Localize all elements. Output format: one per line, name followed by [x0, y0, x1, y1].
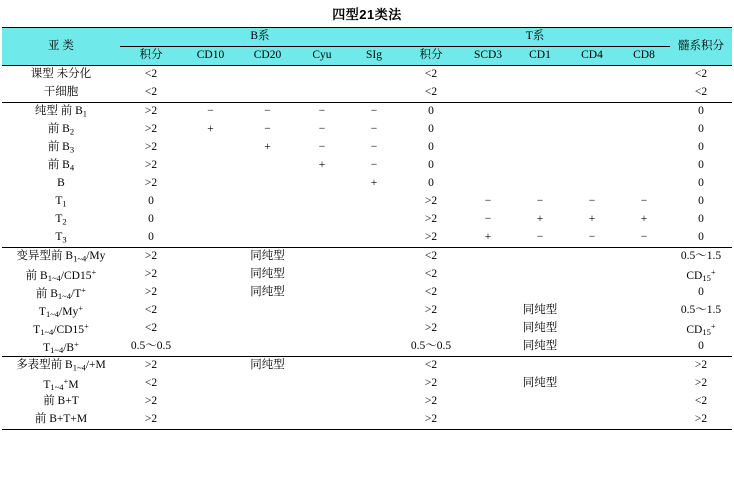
- table-row: [2, 357, 732, 376]
- cell-m_score: $CD_{15}^+$: [686, 266, 716, 283]
- table-row: [2, 139, 732, 157]
- cell-m_score: <2: [694, 86, 708, 99]
- cell-scd3: [462, 157, 514, 175]
- table-row: [2, 375, 732, 393]
- cell-sig: [348, 84, 400, 103]
- cell-m_score: 0: [698, 105, 704, 118]
- cell-cyu: [296, 302, 348, 320]
- cell-b_score: >2: [144, 141, 158, 154]
- cell-m_score: >2: [694, 377, 708, 390]
- cell-t_score: >2: [424, 395, 438, 408]
- cell-cd10: [182, 338, 239, 357]
- cell-b_score: >2: [144, 286, 158, 299]
- cell-m_score: 0: [698, 340, 704, 353]
- cell-cd8: [618, 139, 670, 157]
- cell-cd8: [618, 157, 670, 175]
- cell-cd20: [239, 320, 296, 338]
- cell-scd3: [462, 302, 514, 320]
- cell-cd4: [566, 338, 618, 357]
- cell-cd10: [182, 139, 239, 157]
- table-row: [2, 66, 732, 85]
- cell-cd8: [618, 357, 670, 376]
- cell-b_score: >2: [144, 359, 158, 372]
- cell-t_score: <2: [424, 68, 438, 81]
- table-row: [2, 338, 732, 357]
- cell-b_score: 0.5～0.5: [130, 340, 172, 353]
- table-row: [2, 302, 732, 320]
- cell-t_score: >2: [424, 195, 438, 208]
- cell-cd10: [182, 357, 239, 376]
- row-label: 课型 未分化: [30, 68, 92, 81]
- cell-scd3: [462, 411, 514, 430]
- cell-b_score: 0: [148, 231, 154, 244]
- table-row: [2, 193, 732, 211]
- cell-cyu: −: [318, 123, 326, 136]
- cell-scd3: [462, 175, 514, 193]
- table-row: [2, 211, 732, 229]
- cell-cd8: [618, 103, 670, 122]
- cell-cd8: [618, 266, 670, 284]
- cell-cd20: 同纯型: [250, 250, 285, 263]
- cell-cd1: [514, 103, 566, 122]
- cell-cd20: [239, 229, 296, 248]
- cell-cyu: [296, 248, 348, 267]
- row-label: $T_2$: [55, 213, 67, 227]
- cell-cyu: [296, 84, 348, 103]
- cell-sig: [348, 266, 400, 284]
- cell-b_score: >2: [144, 177, 158, 190]
- header-col-b-score: 积分: [120, 47, 182, 66]
- cell-cd4: [566, 66, 618, 85]
- cell-cd8: [618, 121, 670, 139]
- cell-cd4: [566, 411, 618, 430]
- header-col-sig: SIg: [348, 47, 400, 66]
- cell-m_score: 0: [698, 141, 704, 154]
- cell-cyu: [296, 229, 348, 248]
- cell-sig: −: [370, 141, 378, 154]
- row-label: B: [57, 177, 65, 190]
- table-row: [2, 411, 732, 430]
- cell-cyu: [296, 211, 348, 229]
- table-row: [2, 284, 732, 302]
- cell-cd20: [239, 211, 296, 229]
- cell-scd3: [462, 121, 514, 139]
- row-label: 前 $B_3$: [47, 141, 75, 155]
- cell-cd10: [182, 157, 239, 175]
- cell-cd20: 同纯型: [250, 286, 285, 299]
- page-title: 四型21类法: [332, 7, 402, 22]
- cell-cd20: [239, 375, 296, 393]
- cell-cd20: [239, 393, 296, 411]
- row-label: 前 B+T: [43, 395, 79, 408]
- cell-cyu: −: [318, 141, 326, 154]
- cell-b_score: 0: [148, 195, 154, 208]
- cell-cd8: [618, 248, 670, 267]
- cell-cd4: [566, 175, 618, 193]
- cell-sig: [348, 248, 400, 267]
- cell-cd1: −: [536, 231, 544, 244]
- cell-m_score: >2: [694, 413, 708, 426]
- header-row-groups: [2, 28, 732, 47]
- cell-scd3: [462, 139, 514, 157]
- cell-cd4: −: [588, 195, 596, 208]
- cell-t_score: 0: [428, 105, 434, 118]
- cell-cd1: 同纯型: [522, 377, 558, 390]
- cell-cyu: [296, 320, 348, 338]
- cell-sig: [348, 66, 400, 85]
- cell-cd20: [239, 302, 296, 320]
- cell-b_score: >2: [144, 395, 158, 408]
- cell-b_score: <2: [144, 68, 158, 81]
- cell-b_score: <2: [144, 304, 158, 317]
- cell-cd1: [514, 284, 566, 302]
- cell-cd4: [566, 284, 618, 302]
- cell-t_score: <2: [424, 268, 438, 281]
- cell-scd3: −: [484, 195, 492, 208]
- cell-cd8: [618, 84, 670, 103]
- cell-b_score: >2: [144, 268, 158, 281]
- cell-scd3: [462, 357, 514, 376]
- cell-t_score: >2: [424, 304, 438, 317]
- cell-cd4: [566, 139, 618, 157]
- cell-cd4: [566, 103, 618, 122]
- cell-cd1: [514, 393, 566, 411]
- cell-t_score: 0: [428, 177, 434, 190]
- cell-cyu: [296, 193, 348, 211]
- cell-cd20: [239, 193, 296, 211]
- cell-cyu: [296, 175, 348, 193]
- cell-cd8: [618, 175, 670, 193]
- cell-cd1: [514, 411, 566, 430]
- cell-cd1: 同纯型: [522, 304, 558, 317]
- cell-cd1: 同纯型: [522, 340, 558, 353]
- cell-cyu: −: [318, 105, 326, 118]
- cell-sig: [348, 302, 400, 320]
- cell-sig: −: [370, 159, 378, 172]
- cell-cd10: [182, 248, 239, 267]
- header-col-cyu: Cyu: [296, 47, 348, 66]
- header-col-cd4: CD4: [566, 47, 618, 66]
- cell-cd10: [182, 320, 239, 338]
- cell-cd8: +: [640, 213, 648, 226]
- cell-cd1: [514, 157, 566, 175]
- row-label: 前 B+T+M: [34, 413, 88, 426]
- cell-t_score: <2: [424, 250, 438, 263]
- cell-scd3: [462, 248, 514, 267]
- row-label: $T_3$: [55, 231, 67, 245]
- header-t-system: T系: [400, 28, 670, 47]
- cell-t_score: >2: [424, 377, 438, 390]
- cell-cd20: +: [264, 141, 271, 154]
- cell-cd10: +: [207, 123, 214, 136]
- cell-cd4: +: [588, 213, 596, 226]
- cell-cd1: 同纯型: [522, 322, 558, 335]
- cell-b_score: <2: [144, 322, 158, 335]
- cell-cyu: [296, 375, 348, 393]
- table-row: [2, 157, 732, 175]
- cell-cd4: [566, 157, 618, 175]
- cell-scd3: −: [484, 213, 492, 226]
- cell-cd10: [182, 375, 239, 393]
- classification-table: [2, 27, 732, 430]
- cell-cd8: [618, 302, 670, 320]
- cell-cd8: [618, 411, 670, 430]
- cell-cd10: [182, 266, 239, 284]
- cell-m_score: 0: [698, 286, 704, 299]
- cell-cd20: [239, 175, 296, 193]
- header-col-cd10: CD10: [182, 47, 239, 66]
- cell-cd10: [182, 284, 239, 302]
- cell-cd20: −: [264, 105, 271, 118]
- row-label: 前 $B_4$: [47, 159, 75, 173]
- cell-scd3: [462, 320, 514, 338]
- cell-sig: [348, 338, 400, 357]
- table-row: [2, 229, 732, 248]
- cell-cd10: [182, 411, 239, 430]
- cell-t_score: >2: [424, 322, 438, 335]
- cell-cd8: [618, 375, 670, 393]
- cell-scd3: [462, 284, 514, 302]
- cell-cd20: [239, 338, 296, 357]
- cell-cyu: [296, 266, 348, 284]
- table-header: [2, 28, 732, 66]
- cell-cd20: [239, 84, 296, 103]
- cell-m_score: <2: [694, 68, 708, 81]
- cell-cd4: [566, 248, 618, 267]
- cell-cd20: [239, 66, 296, 85]
- header-col-cd20: CD20: [239, 47, 296, 66]
- cell-cd10: [182, 229, 239, 248]
- row-label: $T_{1\sim 4}/My^+$: [38, 302, 84, 319]
- cell-cd1: [514, 175, 566, 193]
- cell-sig: [348, 375, 400, 393]
- row-label: 变异型前 $B_{1\sim 4}/My$: [16, 250, 106, 264]
- cell-scd3: [462, 375, 514, 393]
- cell-sig: [348, 393, 400, 411]
- cell-scd3: [462, 84, 514, 103]
- cell-scd3: [462, 266, 514, 284]
- cell-cd10: [182, 393, 239, 411]
- cell-sig: [348, 320, 400, 338]
- cell-scd3: [462, 66, 514, 85]
- cell-cd8: −: [640, 195, 648, 208]
- row-label: $T_{1\sim 4}^+M$: [43, 375, 79, 392]
- header-col-cd8: CD8: [618, 47, 670, 66]
- cell-cd1: [514, 357, 566, 376]
- cell-cd4: [566, 302, 618, 320]
- cell-cd10: −: [207, 105, 214, 118]
- cell-cd4: [566, 375, 618, 393]
- cell-cd1: [514, 121, 566, 139]
- cell-m_score: 0: [698, 123, 704, 136]
- cell-cd4: [566, 357, 618, 376]
- cell-cyu: +: [318, 159, 326, 172]
- cell-t_score: >2: [424, 213, 438, 226]
- cell-m_score: 0: [698, 231, 704, 244]
- cell-sig: −: [370, 105, 378, 118]
- cell-t_score: 0.5～0.5: [410, 340, 452, 353]
- cell-cd4: −: [588, 231, 596, 244]
- row-label: $T_1$: [55, 195, 67, 209]
- cell-cd1: +: [536, 213, 544, 226]
- cell-b_score: <2: [144, 86, 158, 99]
- cell-sig: [348, 193, 400, 211]
- cell-b_score: >2: [144, 413, 158, 426]
- cell-b_score: <2: [144, 377, 158, 390]
- cell-cd8: [618, 284, 670, 302]
- cell-m_score: 0: [698, 213, 704, 226]
- cell-cd8: [618, 393, 670, 411]
- cell-cyu: [296, 338, 348, 357]
- cell-cd1: [514, 139, 566, 157]
- cell-cyu: [296, 393, 348, 411]
- cell-cd4: [566, 320, 618, 338]
- cell-cd10: [182, 175, 239, 193]
- cell-m_score: 0: [698, 195, 704, 208]
- cell-cd4: [566, 266, 618, 284]
- cell-cyu: [296, 357, 348, 376]
- cell-cd20: −: [264, 123, 271, 136]
- cell-cd10: [182, 211, 239, 229]
- cell-cd1: [514, 248, 566, 267]
- cell-m_score: 0.5～1.5: [680, 250, 722, 263]
- row-label: 多表型前 $B_{1\sim 4}/+M$: [16, 359, 106, 373]
- table-row: [2, 320, 732, 338]
- row-label: 前 $B_{1\sim 4}/CD15^+$: [25, 266, 97, 283]
- cell-sig: [348, 357, 400, 376]
- cell-cd8: [618, 66, 670, 85]
- cell-cd10: [182, 302, 239, 320]
- cell-m_score: <2: [694, 395, 708, 408]
- cell-t_score: 0: [428, 123, 434, 136]
- cell-sig: [348, 411, 400, 430]
- header-category: 亚 类: [2, 28, 120, 66]
- cell-m_score: >2: [694, 359, 708, 372]
- header-b-system: B系: [120, 28, 400, 47]
- table-row: [2, 175, 732, 193]
- cell-sig: [348, 229, 400, 248]
- cell-cd20: 同纯型: [250, 359, 285, 372]
- row-label: 干细胞: [43, 86, 79, 99]
- cell-cd10: [182, 84, 239, 103]
- cell-m_score: 0: [698, 177, 704, 190]
- cell-cd1: [514, 66, 566, 85]
- cell-scd3: +: [484, 231, 492, 244]
- cell-cyu: [296, 66, 348, 85]
- row-label: 前 $B_{1\sim 4}/T^+$: [35, 284, 87, 301]
- cell-cd10: [182, 193, 239, 211]
- cell-m_score: 0.5～1.5: [680, 304, 722, 317]
- table-row: [2, 121, 732, 139]
- cell-b_score: >2: [144, 250, 158, 263]
- cell-t_score: 0: [428, 159, 434, 172]
- table-row: [2, 393, 732, 411]
- cell-cd4: [566, 393, 618, 411]
- header-myeloid-score: 髓系积分: [670, 28, 732, 66]
- table-row: [2, 248, 732, 267]
- header-col-t-score: 积分: [400, 47, 462, 66]
- row-label: 纯型 前 $B_1$: [34, 105, 88, 119]
- cell-cd8: [618, 320, 670, 338]
- cell-scd3: [462, 103, 514, 122]
- cell-t_score: <2: [424, 86, 438, 99]
- cell-b_score: 0: [148, 213, 154, 226]
- cell-sig: +: [370, 177, 378, 190]
- cell-cd4: [566, 121, 618, 139]
- cell-cd1: [514, 266, 566, 284]
- cell-scd3: [462, 393, 514, 411]
- row-label: 前 $B_2$: [47, 123, 75, 137]
- cell-cd1: −: [536, 195, 544, 208]
- header-col-cd1: CD1: [514, 47, 566, 66]
- header-col-scd3: SCD3: [462, 47, 514, 66]
- cell-t_score: 0: [428, 141, 434, 154]
- table-row: [2, 84, 732, 103]
- row-label: $T_{1\sim 4}/B^+$: [43, 338, 79, 355]
- cell-cd20: [239, 411, 296, 430]
- cell-cd4: [566, 84, 618, 103]
- cell-sig: [348, 284, 400, 302]
- cell-m_score: 0: [698, 159, 704, 172]
- cell-cyu: [296, 284, 348, 302]
- cell-t_score: >2: [424, 231, 438, 244]
- cell-cd10: [182, 66, 239, 85]
- cell-cd1: [514, 84, 566, 103]
- cell-b_score: >2: [144, 123, 158, 136]
- cell-cd8: [618, 338, 670, 357]
- row-label: $T_{1\sim 4}/CD15^+$: [33, 320, 89, 337]
- table-row: [2, 103, 732, 122]
- cell-cd8: −: [640, 231, 648, 244]
- cell-cyu: [296, 411, 348, 430]
- cell-m_score: $CD_{15}^+$: [686, 320, 716, 337]
- cell-sig: [348, 211, 400, 229]
- cell-sig: −: [370, 123, 378, 136]
- cell-b_score: >2: [144, 159, 158, 172]
- cell-t_score: <2: [424, 359, 438, 372]
- cell-cd20: 同纯型: [250, 268, 285, 281]
- cell-t_score: >2: [424, 413, 438, 426]
- cell-scd3: [462, 338, 514, 357]
- cell-b_score: >2: [144, 105, 158, 118]
- cell-t_score: <2: [424, 286, 438, 299]
- table-body: [2, 66, 732, 430]
- cell-cd20: [239, 157, 296, 175]
- table-row: [2, 266, 732, 284]
